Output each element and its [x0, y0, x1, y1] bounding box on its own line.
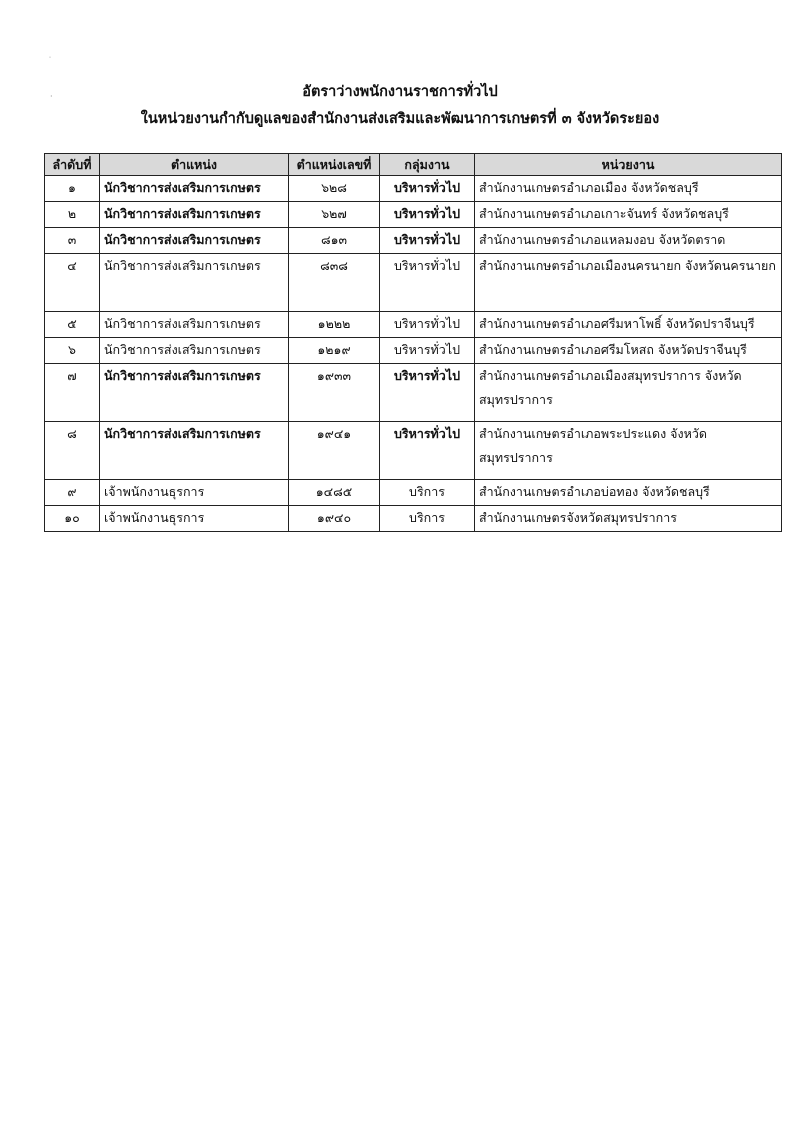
table-row: [45, 228, 782, 254]
row-unit: สำนักงานเกษตรอำเภอเมืองสมุทรปราการ จังหวัดสมุทรปราการ: [475, 364, 782, 422]
row-unit: สำนักงานเกษตรอำเภอแหลมงอบ จังหวัดตราด: [475, 228, 782, 254]
row-no: ๖: [45, 338, 100, 364]
row-position: เจ้าพนักงานธุรการ: [100, 480, 289, 506]
row-position-number: ๖๒๗: [289, 202, 380, 228]
row-group: บริหารทั่วไป: [380, 254, 475, 312]
row-no: ๒: [45, 202, 100, 228]
row-no: ๑๐: [45, 506, 100, 532]
row-group: บริหารทั่วไป: [380, 364, 475, 422]
table-row: [45, 480, 782, 506]
scan-mark: ˙: [48, 56, 52, 65]
header-no: ลำดับที่: [45, 154, 100, 176]
row-position: นักวิชาการส่งเสริมการเกษตร: [100, 254, 289, 312]
row-unit: สำนักงานเกษตรอำเภอบ่อทอง จังหวัดชลบุรี: [475, 480, 782, 506]
document-title: อัตราว่างพนักงานราชการทั่วไป: [302, 84, 498, 100]
header-group: กลุ่มงาน: [380, 154, 475, 176]
row-unit: สำนักงานเกษตรอำเภอเมือง จังหวัดชลบุรี: [475, 176, 782, 202]
table-row: [45, 202, 782, 228]
row-unit: สำนักงานเกษตรอำเภอเกาะจันทร์ จังหวัดชลบุรี: [475, 202, 782, 228]
row-position-number: ๑๔๘๕: [289, 480, 380, 506]
row-group: บริหารทั่วไป: [380, 202, 475, 228]
row-position: นักวิชาการส่งเสริมการเกษตร: [100, 338, 289, 364]
row-position: นักวิชาการส่งเสริมการเกษตร: [100, 312, 289, 338]
row-position-number: ๑๙๔๐: [289, 506, 380, 532]
row-group: บริหารทั่วไป: [380, 176, 475, 202]
table-row: [45, 506, 782, 532]
row-position-number: ๘๓๘: [289, 254, 380, 312]
row-position: นักวิชาการส่งเสริมการเกษตร: [100, 364, 289, 422]
row-position-number: ๘๑๓: [289, 228, 380, 254]
row-position: นักวิชาการส่งเสริมการเกษตร: [100, 228, 289, 254]
row-group: บริหารทั่วไป: [380, 312, 475, 338]
row-position-number: ๑๒๒๒: [289, 312, 380, 338]
row-no: ๑: [45, 176, 100, 202]
row-unit: สำนักงานเกษตรอำเภอศรีมหาโพธิ์ จังหวัดปราจีนบุรี: [475, 312, 782, 338]
row-unit: สำนักงานเกษตรอำเภอศรีมโหสถ จังหวัดปราจีนบุรี: [475, 338, 782, 364]
row-group: บริหารทั่วไป: [380, 338, 475, 364]
row-group: บริหารทั่วไป: [380, 228, 475, 254]
table-row: [45, 338, 782, 364]
row-no: ๕: [45, 312, 100, 338]
row-unit: สำนักงานเกษตรอำเภอเมืองนครนายก จังหวัดนครนายก: [475, 254, 782, 312]
row-no: ๙: [45, 480, 100, 506]
row-unit: สำนักงานเกษตรอำเภอพระประแดง จังหวัดสมุทรปราการ: [475, 422, 782, 480]
header-position-number: ตำแหน่งเลขที่: [289, 154, 380, 176]
table-row: [45, 364, 782, 422]
table-row: [45, 176, 782, 202]
row-position-number: ๖๒๘: [289, 176, 380, 202]
row-position: นักวิชาการส่งเสริมการเกษตร: [100, 202, 289, 228]
row-position: นักวิชาการส่งเสริมการเกษตร: [100, 422, 289, 480]
row-position-number: ๑๒๑๙: [289, 338, 380, 364]
row-no: ๗: [45, 364, 100, 422]
row-position-number: ๑๙๓๓: [289, 364, 380, 422]
row-no: ๓: [45, 228, 100, 254]
table-row: [45, 422, 782, 480]
row-no: ๔: [45, 254, 100, 312]
header-position: ตำแหน่ง: [100, 154, 289, 176]
row-position: เจ้าพนักงานธุรการ: [100, 506, 289, 532]
row-group: บริการ: [380, 506, 475, 532]
row-position: นักวิชาการส่งเสริมการเกษตร: [100, 176, 289, 202]
row-position-number: ๑๙๔๑: [289, 422, 380, 480]
row-no: ๘: [45, 422, 100, 480]
row-group: บริการ: [380, 480, 475, 506]
table-header-row: [45, 154, 782, 176]
scan-mark: ·: [50, 92, 53, 101]
row-unit: สำนักงานเกษตรจังหวัดสมุทรปราการ: [475, 506, 782, 532]
header-unit: หน่วยงาน: [475, 154, 782, 176]
row-group: บริหารทั่วไป: [380, 422, 475, 480]
vacancy-table: [44, 153, 782, 532]
table-row: [45, 254, 782, 312]
table-row: [45, 312, 782, 338]
document-subtitle: ในหน่วยงานกำกับดูแลของสำนักงานส่งเสริมและพัฒนาการเกษตรที่ ๓ จังหวัดระยอง: [140, 111, 660, 127]
